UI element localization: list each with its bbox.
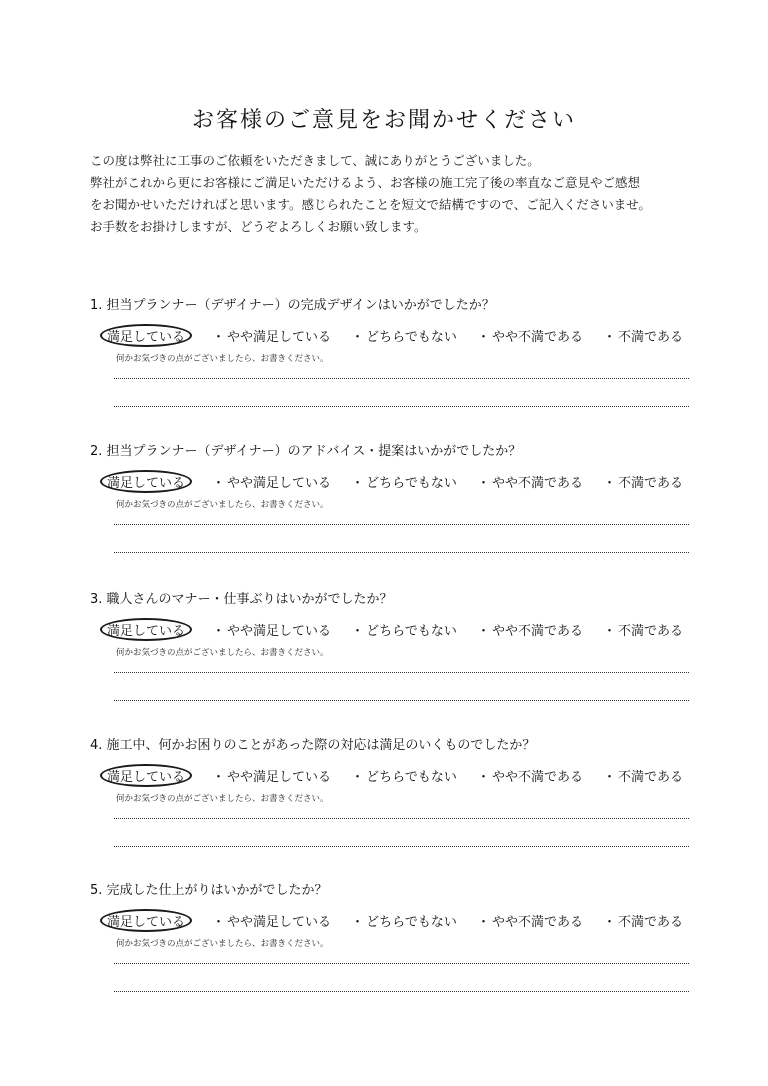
bullet: ・ <box>602 476 616 491</box>
option-label: どちらでもない <box>366 476 457 491</box>
option-label: やや不満である <box>491 330 583 345</box>
option-dissatisfied[interactable] <box>603 766 683 785</box>
intro-line: お手数をお掛けしますが、どうぞよろしくお願い致します。 <box>90 219 427 234</box>
bullet: ・ <box>476 476 490 491</box>
option-label: やや不満である <box>491 624 583 639</box>
question-text: 2. 担当プランナー（デザイナー）のアドバイス・提案はいかがでしたか？ <box>90 444 522 459</box>
option-label: やや満足している <box>227 915 332 930</box>
option-label: やや不満である <box>491 915 583 930</box>
option-satisfied[interactable]: 満足している <box>100 324 192 347</box>
bullet: ・ <box>351 330 365 345</box>
option-label: やや不満である <box>491 770 583 785</box>
comment-line[interactable] <box>114 524 689 525</box>
intro-line: 弊社がこれから更にお客様にご満足いただけるよう、お客様の施工完了後の率直なご意見やご感想 <box>90 175 641 190</box>
bullet: ・ <box>351 476 365 491</box>
bullet: ・ <box>351 770 365 785</box>
option-label: 不満である <box>617 915 683 930</box>
bullet: ・ <box>212 915 226 930</box>
intro-line: この度は弊社に工事のご依頼をいただきまして、誠にありがとうございました。 <box>90 153 540 168</box>
comment-line[interactable] <box>114 378 689 379</box>
option-somewhat-satisfied[interactable] <box>212 911 331 930</box>
question-2 <box>90 440 700 580</box>
comment-prompt: 何かお気づきの点がございましたら、お書きください。 <box>116 794 329 804</box>
option-satisfied[interactable]: 満足している <box>100 470 192 493</box>
page-title: お客様のご意見をお聞かせください <box>191 108 576 133</box>
comment-prompt: 何かお気づきの点がございましたら、お書きください。 <box>116 648 329 658</box>
intro-text <box>90 150 730 238</box>
option-somewhat-dissatisfied[interactable] <box>477 766 583 785</box>
comment-prompt: 何かお気づきの点がございましたら、お書きください。 <box>116 500 329 510</box>
comment-line[interactable] <box>114 552 689 553</box>
bullet: ・ <box>351 915 365 930</box>
option-label: 不満である <box>617 624 683 639</box>
comment-line[interactable] <box>114 700 689 701</box>
comment-line[interactable] <box>114 991 689 992</box>
option-label: どちらでもない <box>366 770 457 785</box>
comment-line[interactable] <box>114 818 689 819</box>
comment-line[interactable] <box>114 846 689 847</box>
option-label: やや満足している <box>227 770 332 785</box>
answer-options <box>100 324 703 347</box>
bullet: ・ <box>476 624 490 639</box>
option-neutral[interactable] <box>351 911 457 930</box>
option-label: どちらでもない <box>366 330 457 345</box>
option-somewhat-satisfied[interactable] <box>212 472 331 491</box>
bullet: ・ <box>476 330 490 345</box>
bullet: ・ <box>212 330 226 345</box>
option-neutral[interactable] <box>351 326 457 345</box>
answer-options <box>100 470 703 493</box>
option-somewhat-dissatisfied[interactable] <box>477 326 583 345</box>
comment-prompt: 何かお気づきの点がございましたら、お書きください。 <box>116 354 329 364</box>
option-dissatisfied[interactable] <box>603 620 683 639</box>
bullet: ・ <box>212 770 226 785</box>
option-dissatisfied[interactable] <box>603 326 683 345</box>
question-4 <box>90 734 700 874</box>
answer-options <box>100 909 703 932</box>
option-somewhat-satisfied[interactable] <box>212 326 331 345</box>
bullet: ・ <box>602 624 616 639</box>
question-text: 4. 施工中、何かお困りのことがあった際の対応は満足のいくものでしたか？ <box>90 738 536 753</box>
bullet: ・ <box>476 915 490 930</box>
comment-line[interactable] <box>114 672 689 673</box>
option-dissatisfied[interactable] <box>603 472 683 491</box>
option-label: やや満足している <box>227 476 332 491</box>
option-label: やや不満である <box>491 476 583 491</box>
answer-options <box>100 764 703 787</box>
option-somewhat-dissatisfied[interactable] <box>477 911 583 930</box>
option-dissatisfied[interactable] <box>603 911 683 930</box>
option-label: やや満足している <box>227 330 332 345</box>
comment-prompt: 何かお気づきの点がございましたら、お書きください。 <box>116 939 329 949</box>
bullet: ・ <box>602 915 616 930</box>
option-label: 不満である <box>617 330 683 345</box>
option-neutral[interactable] <box>351 766 457 785</box>
question-text: 3. 職人さんのマナー・仕事ぶりはいかがでしたか？ <box>90 592 393 607</box>
question-3 <box>90 588 700 728</box>
answer-options <box>100 618 703 641</box>
question-5 <box>90 879 700 1019</box>
option-label: どちらでもない <box>366 915 457 930</box>
option-somewhat-satisfied[interactable] <box>212 620 331 639</box>
option-satisfied[interactable]: 満足している <box>100 764 192 787</box>
question-1 <box>90 294 700 434</box>
bullet: ・ <box>351 624 365 639</box>
bullet: ・ <box>212 476 226 491</box>
option-somewhat-dissatisfied[interactable] <box>477 472 583 491</box>
comment-line[interactable] <box>114 406 689 407</box>
option-satisfied[interactable]: 満足している <box>100 909 192 932</box>
question-text: 5. 完成した仕上がりはいかがでしたか？ <box>90 883 328 898</box>
option-label: やや満足している <box>227 624 332 639</box>
question-text: 1. 担当プランナー（デザイナー）の完成デザインはいかがでしたか？ <box>90 298 495 313</box>
bullet: ・ <box>212 624 226 639</box>
option-somewhat-satisfied[interactable] <box>212 766 331 785</box>
option-neutral[interactable] <box>351 472 457 491</box>
option-label: 不満である <box>617 770 683 785</box>
bullet: ・ <box>476 770 490 785</box>
option-neutral[interactable] <box>351 620 457 639</box>
option-satisfied[interactable]: 満足している <box>100 618 192 641</box>
bullet: ・ <box>602 330 616 345</box>
option-label: 不満である <box>617 476 683 491</box>
bullet: ・ <box>602 770 616 785</box>
intro-line: をお聞かせいただければと思います。感じられたことを短文で結構ですので、ご記入くださいませ。 <box>90 197 651 212</box>
option-somewhat-dissatisfied[interactable] <box>477 620 583 639</box>
option-label: どちらでもない <box>366 624 457 639</box>
comment-line[interactable] <box>114 963 689 964</box>
